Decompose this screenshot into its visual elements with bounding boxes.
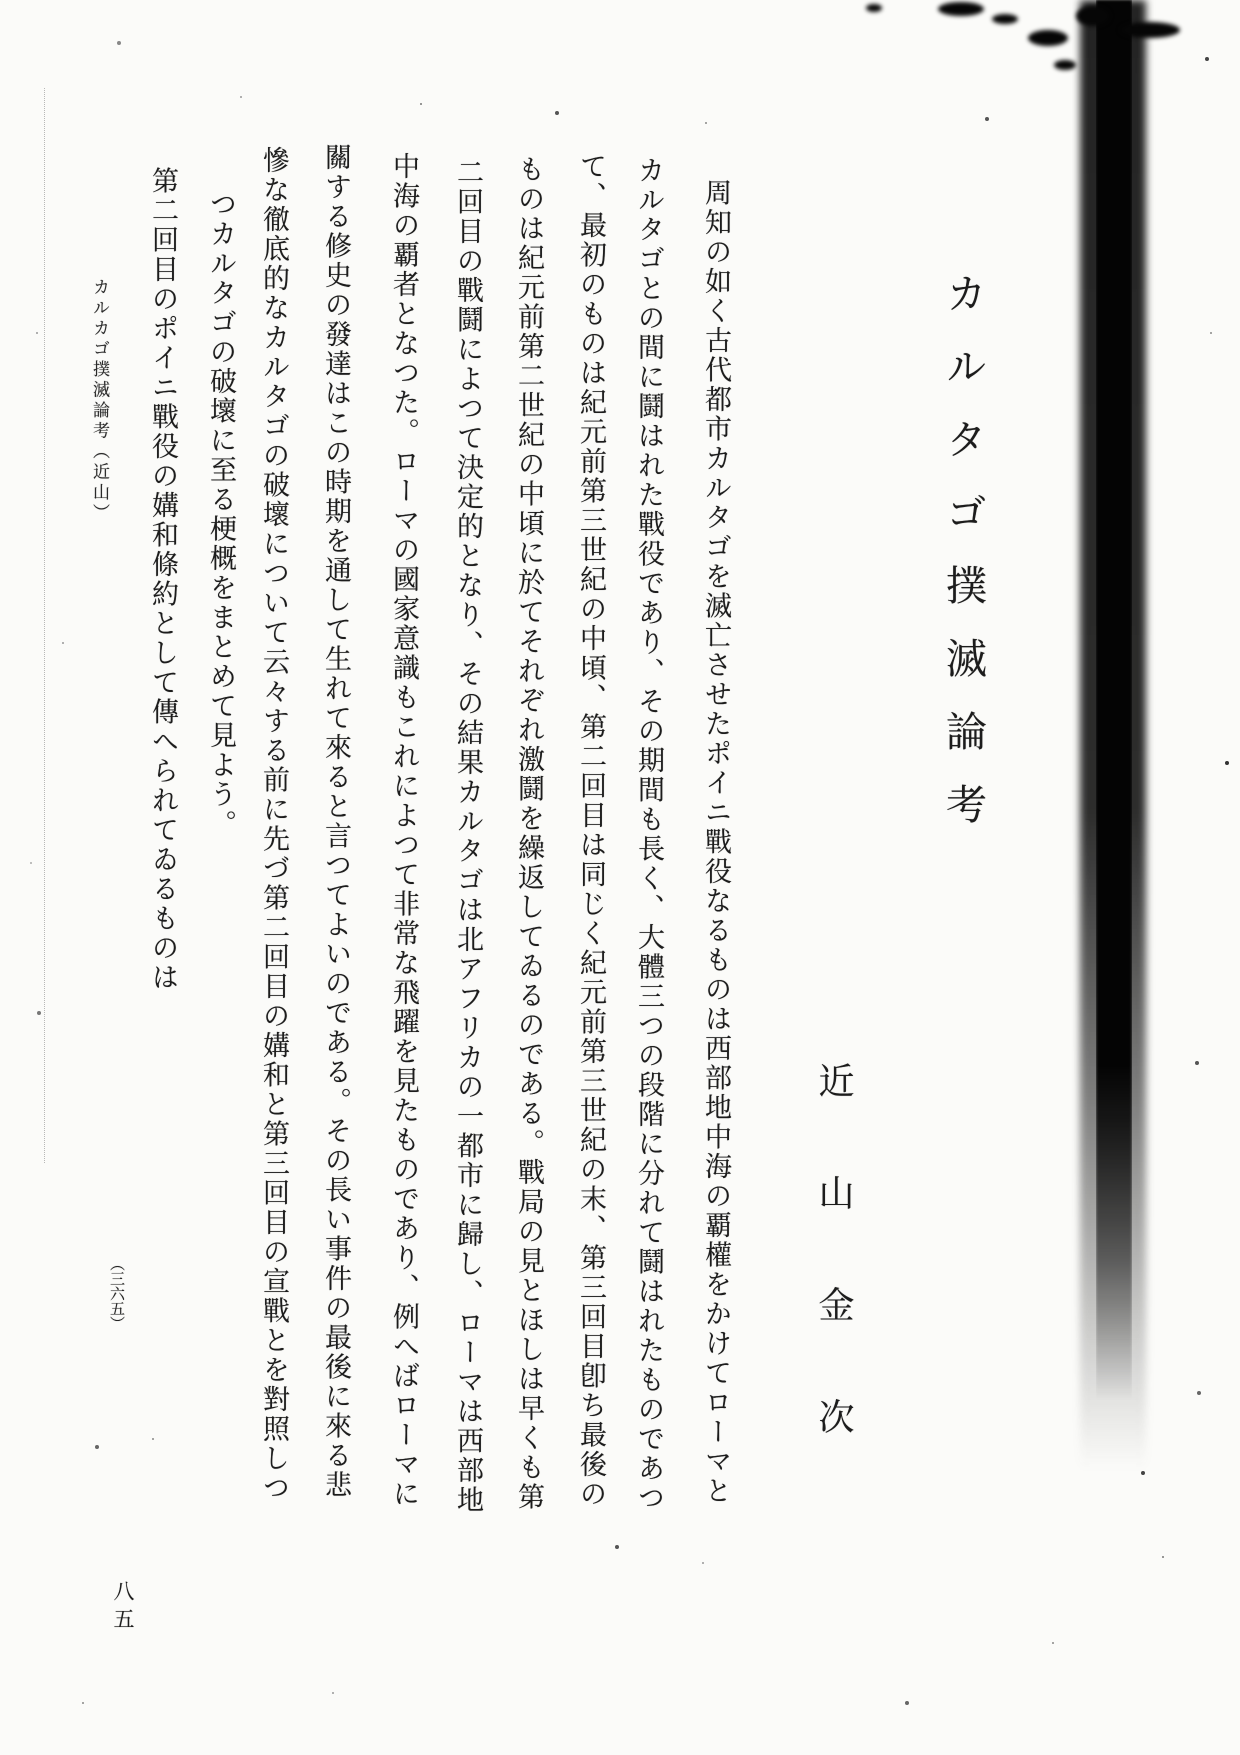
body-column: ものは紀元前第二世紀の中頃に於てそれぞれ激鬪を繰返してゐるのである。戰局の見とほしは早くも第 — [513, 155, 544, 1512]
margin-rule-line — [44, 88, 45, 1163]
scan-blotch — [1076, 6, 1110, 26]
scan-noise-specks — [0, 0, 2, 2]
scan-blotch — [866, 4, 882, 12]
page-title: カルタゴ撲滅論考 — [939, 272, 987, 856]
page-number: 八五 — [111, 1580, 135, 1636]
volume-page-marker: （三六五） — [108, 1256, 126, 1331]
body-column: つカルタゴの破壞に至る梗概をまとめて見よう。 — [205, 190, 236, 839]
scan-blotch — [1028, 30, 1068, 46]
scan-blotch — [992, 14, 1018, 24]
body-column: 二回目の戰鬪によつて決定的となり、その結果カルタゴは北アフリカの一都市に歸し、ローマは西部地 — [452, 158, 483, 1515]
body-column: て、最初のものは紀元前第三世紀の中頃、第二回目は同じく紀元前第三世紀の末、第三回目卽ち最後の — [575, 152, 606, 1509]
body-column: 周知の如く古代都市カルタゴを滅亡させたポイニ戰役なるものは西部地中海の覇權をかけてローマと — [700, 149, 731, 1506]
body-column: 慘な徹底的なカルタゴの破壞について云々する前に先づ第二回目の媾和と第三回目の宣戰とを對照しつ — [258, 146, 289, 1503]
body-column: カルタゴとの間に鬪はれた戰役であり、その期間も長く、大體三つの段階に分れて鬪はれたものであつ — [633, 156, 664, 1513]
scan-blotch — [1120, 22, 1180, 38]
scan-blotch — [938, 2, 984, 16]
body-column: 中海の覇者となつた。ローマの國家意識もこれによつて非常な飛躍を見たものであり、例へばローマに — [388, 152, 419, 1509]
body-column: 第二回目のポイニ戰役の媾和條約として傳へられてゐるものは — [147, 137, 178, 993]
author-name: 近山金次 — [813, 1062, 854, 1510]
body-column: 關する修史の發達はこの時期を通して生れて來ると言つてよいのである。その長い事件の最後に來る悲 — [320, 143, 351, 1500]
scan-gutter-shadow-core — [1096, 0, 1132, 1400]
scan-blotch — [1054, 60, 1076, 70]
running-head: カルカゴ撲滅論考（近山） — [89, 278, 109, 524]
